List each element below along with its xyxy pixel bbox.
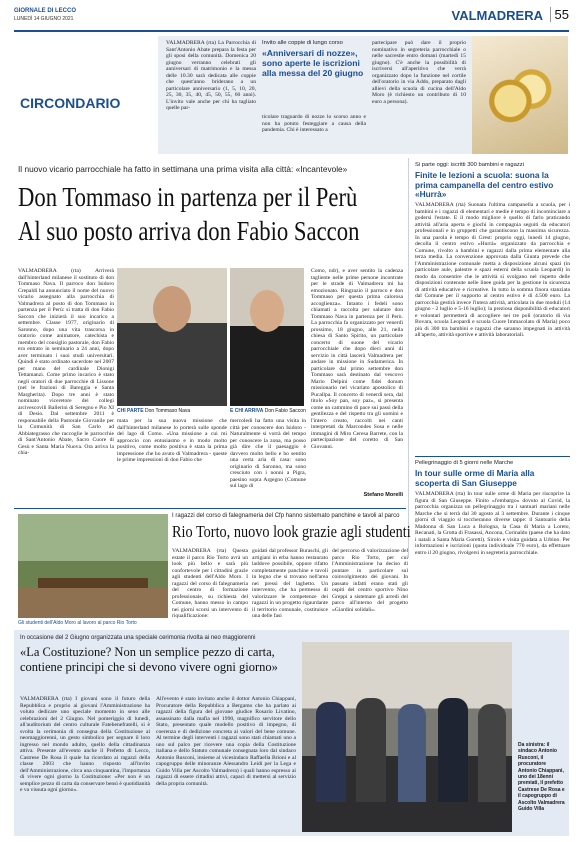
right-column [408,158,569,558]
person-figure [478,704,506,802]
person-figure [316,702,346,802]
bottom-col2: All'evento è stato invitato anche il dottor Antonio Chiappani, Procuratore della Repubblica a Bergamo che ha parlato ai ragazzi della figura del giovane giudice Rosario Livatino, assassinato dalla mafia nel 1990, magnifico servitore dello Stato, presentato quale modello positivo di impegno, di coerenza e di dedizione concreta ai valori del bene comune. Al termine degli interventi i ragazzi sono stati chiamati uno a uno sul palco per ricevere una copia della Costituzione italiana e dello Statuto comunale consegnata loro dal sindaco Antonio Rusconi, insieme al vicesindaco Raffaella Brioni e al capogruppo delle minoranze Alessandro Leidi per la Lega e Guido Villa per Ascolto Valmadrera) i quali hanno espresso ai ragazzi di essere cittadini attivi, capaci di mettersi al servizio della propria comunità. [156,696,296,787]
issue-date: LUNEDÌ 14 GIUGNO 2021 [14,16,74,22]
main-col3: mercoledì ha fatto una visita in città per conoscere don Isidoro - Naturalmente si vorrà del tempo per conoscere la zona, ma posso già dire che il paesaggio è davvero molto bello e ho sentito una certa aria di casa: sono originario di Saronno, ma sono cresciuto con i nonni a Pigra, paesino sopra Argegno (Comune sul lago di [230,418,306,489]
bottom-box [14,630,569,836]
top-box-col2: ticolare traguardo di nozze lo scorso anno e non ha potuto festeggiare a causa della pandemia. Chi è interessato a [262,114,366,133]
summer-kicker: Si parte oggi: iscritti 300 bambini e ragazzi [415,162,524,168]
bottom-title: «La Costituzione? Non un semplice pezzo di carta, contiene principi che si devono vivere ogni giorno» [20,645,278,674]
right-divider [415,456,570,457]
photo1-caption-lead: CHI PARTE [117,408,144,414]
bench-shape [38,578,148,588]
rio-col1: VALMADRERA (rta) Questa estate il parco Rio Torto avrà un look più bello e sarà più confortevole per i cittadini grazie agli studenti dell'Aldo Moro. I ragazzi del corso di falegnameria del centro di formazione professionale, su richiesta del Comune, hanno messo in campo nei giorni scorsi un intervento di riqualificazione: [172,548,248,619]
wedding-rings-photo [472,36,568,154]
ceremony-photo [302,642,512,832]
rio-kicker: I ragazzi del corso di falegnameria del Cfp hanno sistemato panchine e tavoli al parco [172,513,400,519]
paper-name: GIORNALE DI LECCO [14,8,77,14]
header [14,6,569,28]
top-box-col3: partecipare può dare il proprio nominativo in segreteria parrocchiale o nelle sacrestie entro domani (martedì 15 giugno). C'è anche la possibilità di iscriversi all'aperitivo che verrà organizzato dopo la funzione nel cortile dell'oratorio in via Addo, preparato dagli allievi della scuola di cucina dell'Aldo Moro (è richiesto un contributo di 10 euro a persona). [372,40,466,105]
main-col2: mata per la sua nuova missione che dall'hinterland milanese lo porterà sulle sponde del lago di Como. «Una missione a cui mi approccio con entusiasmo e in modo molto positivo, come molto positiva è stata la prima impressione che ho avuto di Valmadrera - queste le prime impressioni di don Fabio che [117,418,227,463]
rio-col2: guidati dal professor Buraschi, gli artigiani in erba hanno restaurato laddove possibile, oppure rifatto completamente panchine e tavoli in legno che si trovano nell'area nei pressi del laghetto. Un intervento, che ha permesso di valorizzare le competenze dei ragazzi in un progetto rigaurdante il territorio comunale, costituisce una delle fasi [252,548,328,619]
bottom-col1: VALMADRERA (rta) I giovani sono il futuro della Repubblica e proprio ai giovani l'Amministrazione ha voluto dedicare uno speciale momento in seno alle celebrazioni del 2 Giugno. Nel pomeriggio di lunedì, all'auditorium del centro culturale Fatebenefratelli, si è svolta la cerimonia di consegna della Costituzione ai neomaggiorenni, un gesto simbolico per segnare il loro ingresso nel mondo adulto, quello della cittadinanza attiva. Presente all'evento anche il Prefetto di Lecco, Castrese De Rosa il quale ha ricordato ai ragazzi della classe 2003 che hanno risposto all'invito dell'Amministrazione, circa una cinquantina, l'importanza di vivere ogni giorno la Costituzione: «Per non è un semplice pezzo di carta da conservare bensì è quotidianità e va vissuta ogni giorno». [20,696,150,793]
portrait-face [153,286,191,332]
portrait-face [250,290,284,332]
top-box-title: «Anniversari di nozze», sono aperte le iscrizioni alla messa del 20 giugno [262,48,364,78]
pilgrimage-body: VALMADRERA (rta) In tour sulle orme di Maria per riscoprire la figura di San Giuseppe. Finito «l'embargo» dovuto al Covid, la parrocchia organizza un pellegrinaggio tra i santuari mariani nelle Marche che si terrà dal 30 agosto al 3 settembre. Durante i cinque giorni di viaggio si toccheranno diverse tappe: il Santuario della Madonna di San Luca a Bologna, la Casa di Maria a Loreto, Recanati, la Grotta di Frasassi, Ancona, Corinaldo (paese che ha dato i natali a Santa Maria Goretti). Sirolo e visita guidata a Urbino. Per informazioni e iscrizioni (quota individuale 770 euro), da effettuare entro il 20 giugno, rivolgersi in segreteria parrocchiale. [415,491,570,556]
main-col4: Como, ndr), e aver sentito la cadenza tagliente nelle prime persone incontrate per le strade di Valmadrera mi ha emozionato. Ringrazio il parroco e don Tommaso per questa prima calorosa accoglienza». Intanto i fedeli sono chiamati a raccolta per salutare don Tommaso Nava in partenza per il Perù. La parrocchia fa organizzato per venerdì prossimo, 18 giugno, alle 21, nella chiesa di Santo Spirito, un particolare concerto di suone del vicario parrocchiale che dopo dieci anni di servizio in città lascerà Valmadrera per andare in missione in Sudamerica. In particolare dal primo settembre don Tommaso sarà destinato dal vescovo Mario Delpini come fidei donum missionario nel vicariato apostolico di Pucallpa. Il concerto di venerdì sera, dal titolo «Soy pan, soy paz», si presenta come un cammino di pace sui passi della gentilezza e del rispetto tra gli uomini e l'intero creato, raccolti nei canti interpretati da Marcondes Sosa e nelle immagini di Miro Ceresa Barrete, con la partecipazione del coretto di San Giovanni. [311,268,403,450]
main-col1: VALMADRERA (rta) Arriverà dall'hinterland milanese il sostituto di don Tommaso Nava. Il parroco don Isidoro Crepaldi ha annunciato il nome del nuovo vicario assegnato alla parrocchia di Valmadrera al posto di don Tommaso in partenza per il Perù: si tratta di don Fabio Saccon che inizierà il suo incarico a settembre. Classe 1977, originario di Saronno, dopo una vita trascorsa in oratorio come animatore, catechista e membro del consiglio pastorale, don Fabio era entrato in seminario a 24 anni, dopo aver terminato i suoi studi universitari. Quindi è stato ordinato sacerdote nel 2007 per mano del cardinale Dionigi Tettamanzi. Come primo incarico è stato negli oratori di due parrocchie di Lissone (nel le frazioni di Bareggia e Santa Margherita). Dopo tre anni è stato nominato viceretore dei collegi arcivescovili Ballerini di Seregno e Pio XI di Desio. Dal settembre 2011 è responsabile della Pastorale Giovanile per la Comunità di San Carlo ad Abbiategrasso che raccoglie le parrocchie di Sant'Antonio Abate, Sacro Cuore di Gesù e Santa Maria Nuova. Ora arriva la chia- [18,268,114,456]
rio-rule [14,508,406,509]
main-title-2: Al suo posto arriva don Fabio Saccon [18,216,360,246]
summer-body: VALMADRERA (rta) Suonata l'ultima campanella a scuola, per i bambini e i ragazzi di elementari e medie è tempo di incominciare a godersi l'estate. E il modo migliore è quello di farlo praticando attività all'aria aperta e giochi in compagnia seguiti da educatori professionali e in gruppetti che garantiscono la massima sicurezza. In una parola è tempo di Grest: proprio oggi, lunedì 14 giugno, decolla il centro estivo «Hurrà» organizzato da parrocchia e Comune, rivolto a bambini e ragazzi dalla prima elementare alla terza media. La convenzione approvata dalla Giunta prevede che l'Amministrazione comunale metta a disposizione alcuni spazi (in particolare aule, palestre e spazi esterni della scuola Leopardi) in modo da consentire che le attività si svolgano nel rispetto delle disposizioni contenute nelle linee guida per la gestione in sicurezza di attività educative e ricreative. In tutto la somma finora stanziata dal Comune per il supporto al centro estivo è di 4.500 euro. La parrocchia gestirà invece l'intera attività, articolata in due moduli (14 giugno - 2 luglio e 5-16 luglio); la preziosa disponibilità di educatori e volontari permetterà di accogliere nei tre poli (oratorio di via Bovara, scuola Leopardi e scuola Cuore Immacolato di Maria) poco più di 300 tra bambini e ragazzi che saranno impegnati in attività all'aperto, attività sportive e attività laboratoriali. [415,202,570,338]
person-figure [398,704,426,802]
photo2-caption-text: Don Fabio Saccon [264,408,306,414]
top-box-kicker: Invito alle coppie di lungo corso [262,40,343,46]
top-box-col1: VALMADRERA (rta) La Parrocchia di Sant'Antonio Abate prepara la festa per gli sposi della comunità. Domenica 20 giugno verranno celebrati gli anniversari di matrimonio e la messa delle 10.30 sarà dedicata alle coppie che quest'anno briderano a un particolare anniversario (1, 5, 10, 20, 25, 30, 35, 40, 45, 50, 55, 60 anni). L'invito vale anche per chi ha tagliato quelle par- [166,40,256,111]
rio-caption: Gli studenti dell'Aldo Moro al lavoro al parco Rio Torto [18,620,137,626]
rio-col3: del percorso di valorizzazione del parco Rio Torto, per cui l'Amministrazione ha deciso di puntare in particolare sul coinvolgimento dei giovani. In passato infatti erano stati gli ospiti del centro sportivo Nino Greppi a sistemare gli arredi del parco all'interno del progetto «Giardini solidali». [332,548,408,613]
bottom-kicker: In occasione del 2 Giugno organizzata una speciale cerimonia rivolta ai neo maggiorenni [20,635,256,641]
photo-don-tommaso [117,268,227,406]
page-number: 55 [550,7,569,22]
rio-title: Rio Torto, nuovo look grazie agli studenti [172,522,411,541]
person-figure [356,698,386,802]
photo2-caption-lead: E CHI ARRIVA [230,408,264,414]
byline: Stefano Morelli [363,492,403,498]
photo2-caption [230,408,306,414]
photo1-caption-text: Don Tommaso Nava [144,408,191,414]
top-box [158,36,568,154]
header-rule [14,30,569,32]
photo-don-fabio [230,268,304,406]
main-kicker: Il nuovo vicario parrocchiale ha fatto in settimana una prima visita alla città: «Incantevole» [18,164,348,174]
ceremony-caption: Da sinistra: il sindaco Antonio Rusconi, il procuratore Antonio Chiappani, uno dei 18enni premiati, il prefetto Castrese De Rosa e il capogruppo di Ascolto Valmadrera Guido Villa [518,742,565,813]
town-label: VALMADRERA [451,8,543,23]
summer-title: Finite le lezioni a scuola: suona la prima campanella del centro estivo «Hurrà» [415,170,554,199]
main-title-1: Don Tommaso in partenza per il Perù [18,182,358,212]
pilgrimage-title: In tour sulle orme di Maria alla scoperta di San Giuseppe [415,468,535,488]
rio-photo [18,514,168,618]
pilgrimage-kicker: Pellegrinaggio di 5 giorni nelle Marche [415,460,514,466]
section-label: CIRCONDARIO [20,95,121,111]
person-figure [438,698,468,802]
photo1-caption [117,408,227,414]
